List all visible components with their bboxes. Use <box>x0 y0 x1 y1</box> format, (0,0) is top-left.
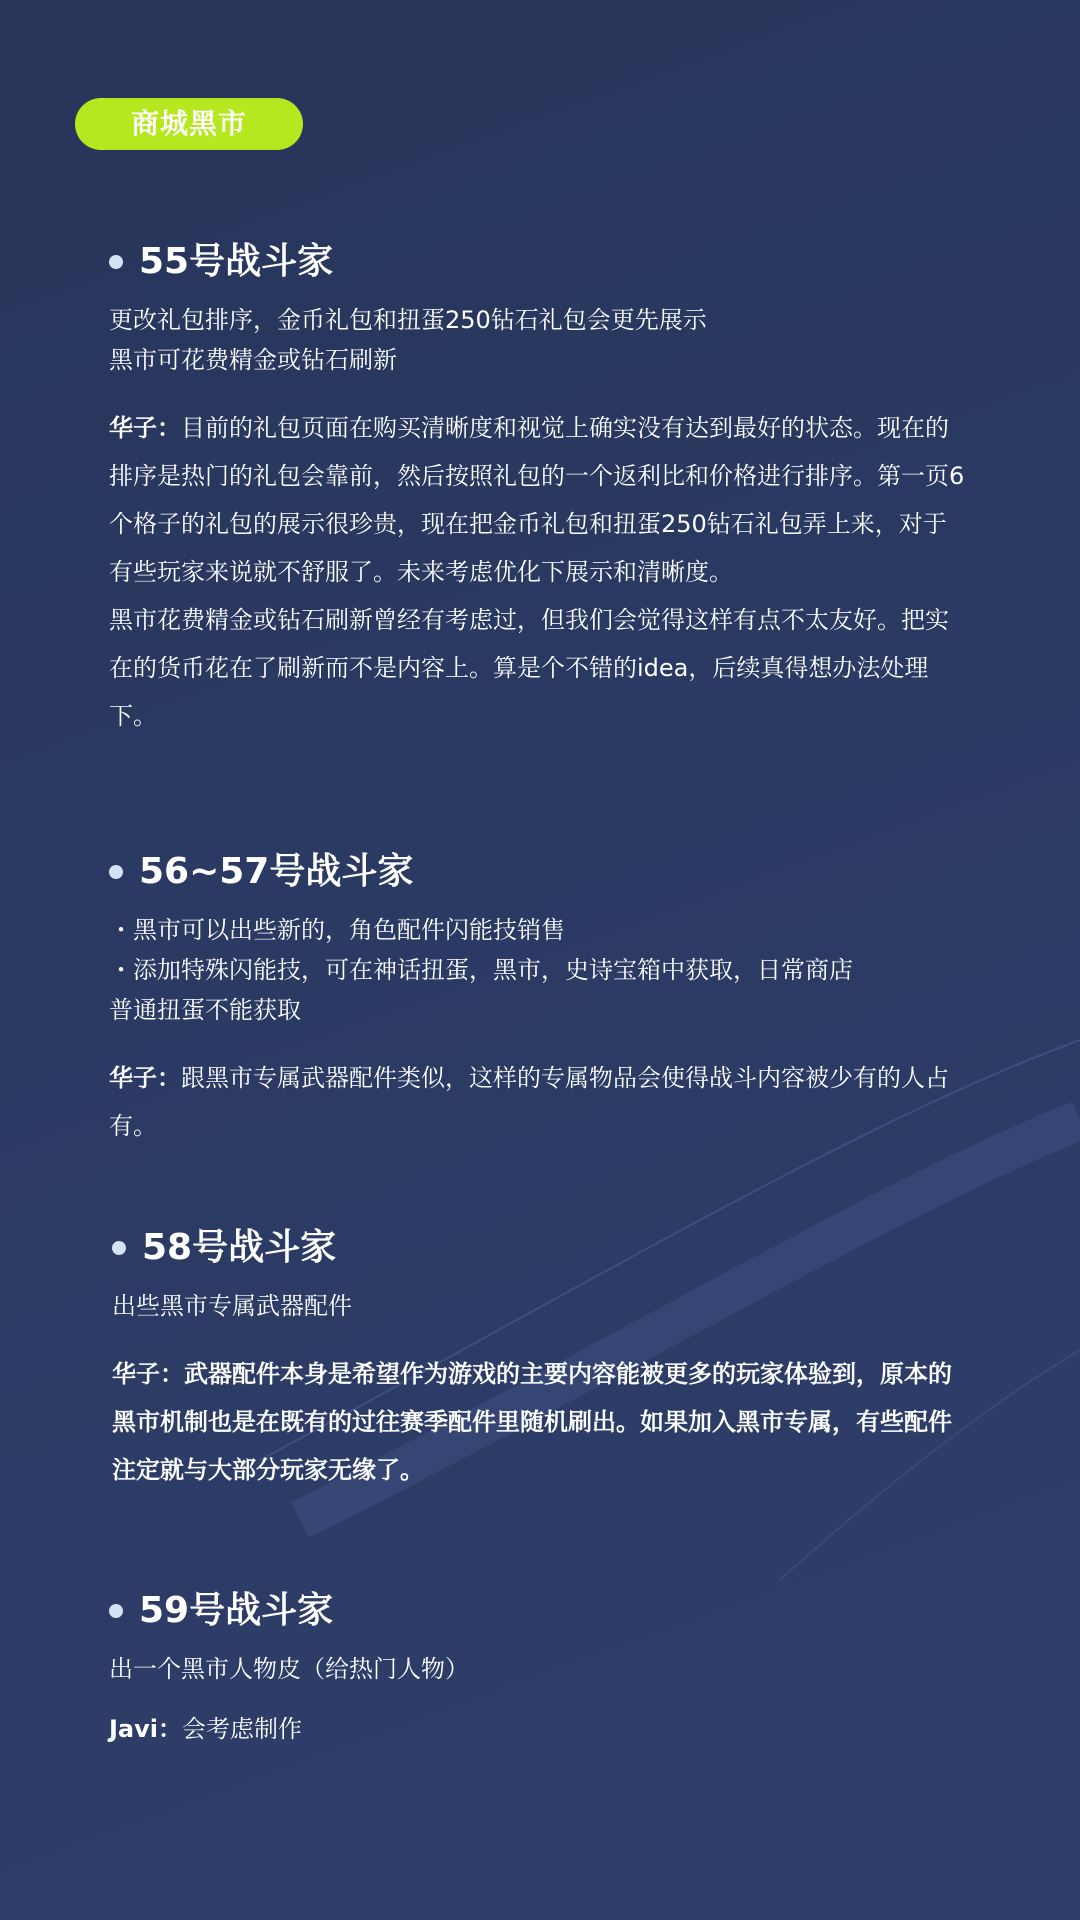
reply-paragraph <box>109 1054 969 1150</box>
section-heading <box>112 1224 972 1272</box>
suggestion-line: 普通扭蛋不能获取 <box>109 996 301 1024</box>
section-tag: 商城黑市 <box>75 98 303 150</box>
suggestion-lines <box>109 1649 969 1689</box>
reply-block <box>109 404 969 740</box>
reply-text: 武器配件本身是希望作为游戏的主要内容能被更多的玩家体验到，原本的黑市机制也是在既有的过往赛季配件里随机刷出。如果加入黑市专属，有些配件注定就与大部分玩家无缘了。 <box>112 1360 952 1484</box>
section-59 <box>109 1587 969 1753</box>
reply-speaker: 华子： <box>109 1064 181 1092</box>
reply-text: 目前的礼包页面在购买清晰度和视觉上确实没有达到最好的状态。现在的排序是热门的礼包会靠前，然后按照礼包的一个返利比和价格进行排序。第一页6个格子的礼包的展示很珍贵，现在把金币礼包和扭蛋250钻石礼包弄上来，对于有些玩家来说就不舒服了。未来考虑优化下展示和清晰度。 <box>109 414 965 586</box>
suggestion-line: 出些黑市专属武器配件 <box>112 1292 352 1320</box>
section-title: 58号战斗家 <box>142 1227 337 1268</box>
section-heading <box>109 238 969 286</box>
bullet-dot-icon <box>109 1604 123 1618</box>
section-title: 59号战斗家 <box>139 1590 334 1631</box>
suggestion-line: ・黑市可以出些新的，角色配件闪能技销售 <box>109 916 565 944</box>
suggestion-line: 更改礼包排序，金币礼包和扭蛋250钻石礼包会更先展示 <box>109 306 707 334</box>
reply-paragraph <box>112 1350 972 1494</box>
suggestion-lines <box>109 910 969 1030</box>
suggestion-line: 出一个黑市人物皮（给热门人物） <box>109 1655 469 1683</box>
suggestion-line: 黑市可花费精金或钻石刷新 <box>109 346 397 374</box>
bullet-dot-icon <box>112 1241 126 1255</box>
suggestion-lines <box>112 1286 972 1326</box>
bullet-dot-icon <box>109 865 123 879</box>
section-title: 55号战斗家 <box>139 241 334 282</box>
section-heading <box>109 848 969 896</box>
suggestion-line: ・添加特殊闪能技，可在神话扭蛋，黑市，史诗宝箱中获取，日常商店 <box>109 956 853 984</box>
section-title: 56~57号战斗家 <box>139 851 414 892</box>
reply-speaker: 华子： <box>112 1360 184 1388</box>
section-heading <box>109 1587 969 1635</box>
bullet-dot-icon <box>109 255 123 269</box>
reply-text: 跟黑市专属武器配件类似，这样的专属物品会使得战斗内容被少有的人占有。 <box>109 1064 949 1140</box>
suggestion-lines <box>109 300 969 380</box>
section-55 <box>109 238 969 740</box>
reply-paragraph <box>109 404 969 596</box>
reply-block <box>109 1705 969 1753</box>
reply-block <box>109 1054 969 1150</box>
reply-speaker: Javi： <box>109 1715 182 1743</box>
reply-text: 会考虑制作 <box>182 1715 302 1743</box>
reply-block <box>112 1350 972 1494</box>
reply-speaker: 华子： <box>109 414 181 442</box>
reply-paragraph <box>109 1705 969 1753</box>
section-56-57 <box>109 848 969 1150</box>
reply-paragraph: 黑市花费精金或钻石刷新曾经有考虑过，但我们会觉得这样有点不太友好。把实在的货币花在了刷新而不是内容上。算是个不错的idea，后续真得想办法处理下。 <box>109 606 949 730</box>
section-58 <box>112 1224 972 1494</box>
